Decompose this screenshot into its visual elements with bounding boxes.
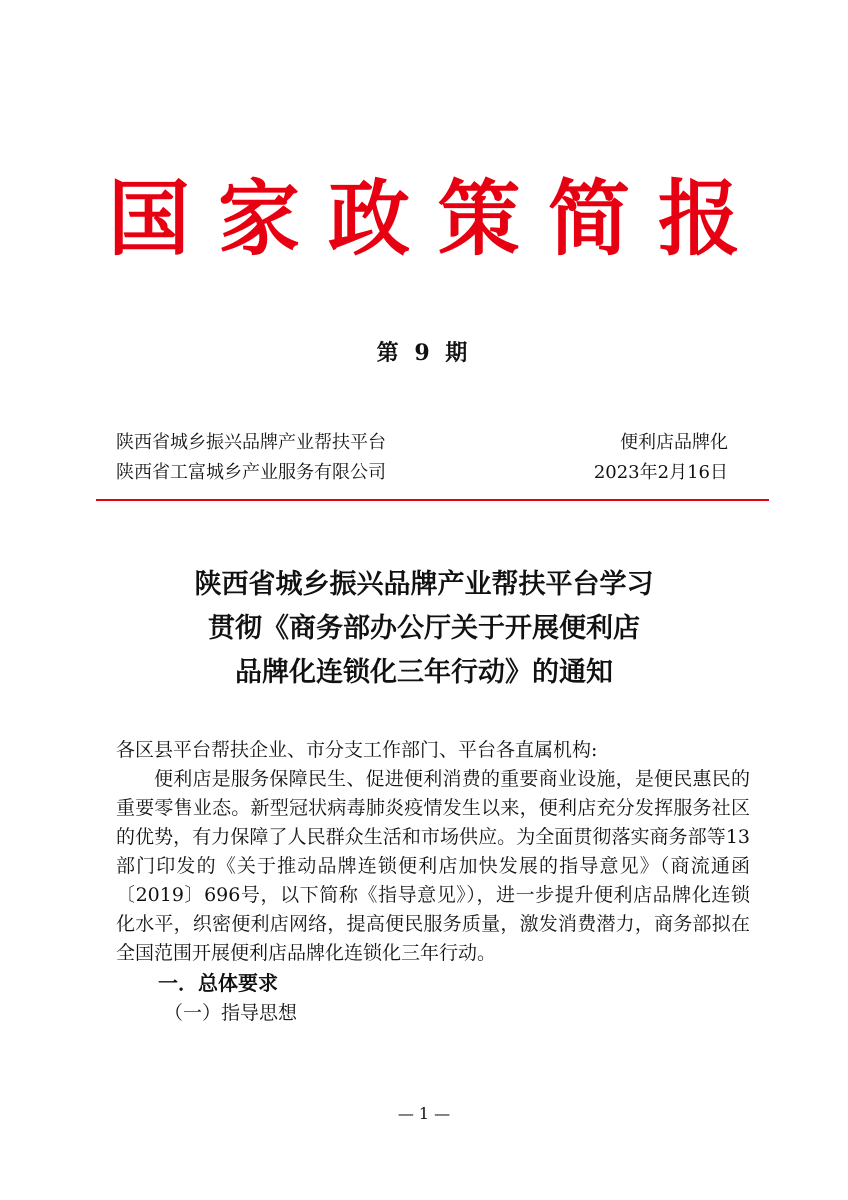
subsection-heading-1: （一）指导思想 — [164, 1002, 298, 1024]
red-divider — [96, 499, 769, 501]
category-label: 便利店品牌化 — [620, 432, 728, 453]
title-line-3: 品牌化连锁化三年行动》的通知 — [235, 657, 613, 688]
publisher-line-2: 陕西省工富城乡产业服务有限公司 — [116, 462, 386, 483]
issue-number: 第 9 期 — [376, 340, 472, 366]
title-line-1: 陕西省城乡振兴品牌产业帮扶平台学习 — [194, 569, 654, 600]
page-number: — 1 — — [397, 1104, 451, 1123]
publisher-line-1: 陕西省城乡振兴品牌产业帮扶平台 — [116, 432, 386, 453]
section-heading-1: 一．总体要求 — [158, 971, 278, 995]
masthead-title: 国家政策简报 — [107, 171, 768, 267]
category-date-block — [594, 428, 728, 488]
paragraph-1: 便利店是服务保障民生、促进便利消费的重要商业设施，是便民惠民的重要零售业态。新型冠状病毒肺炎疫情发生以来，便利店充分发挥服务社区的优势，有力保障了人民群众生活和市场供应。为全面贯彻落实商务部等13部门印发的《关于推动品牌连锁便利店加快发展的指导意见》（商流通函〔2019〕696号，以下简称《指导意见》），进一步提升便利店品牌化连锁化水平，织密便利店网络，提高便民服务质量，激发消费潜力，商务部拟在全国范围开展便利店品牌化连锁化三年行动。 — [116, 768, 750, 964]
salutation: 各区县平台帮扶企业、市分支工作部门、平台各直属机构: — [116, 739, 598, 761]
publish-date: 2023年2月16日 — [593, 462, 728, 483]
publisher-block — [116, 428, 386, 488]
document-title — [0, 563, 848, 695]
document-body — [116, 736, 750, 1028]
title-line-2: 贯彻《商务部办公厅关于开展便利店 — [208, 613, 640, 644]
